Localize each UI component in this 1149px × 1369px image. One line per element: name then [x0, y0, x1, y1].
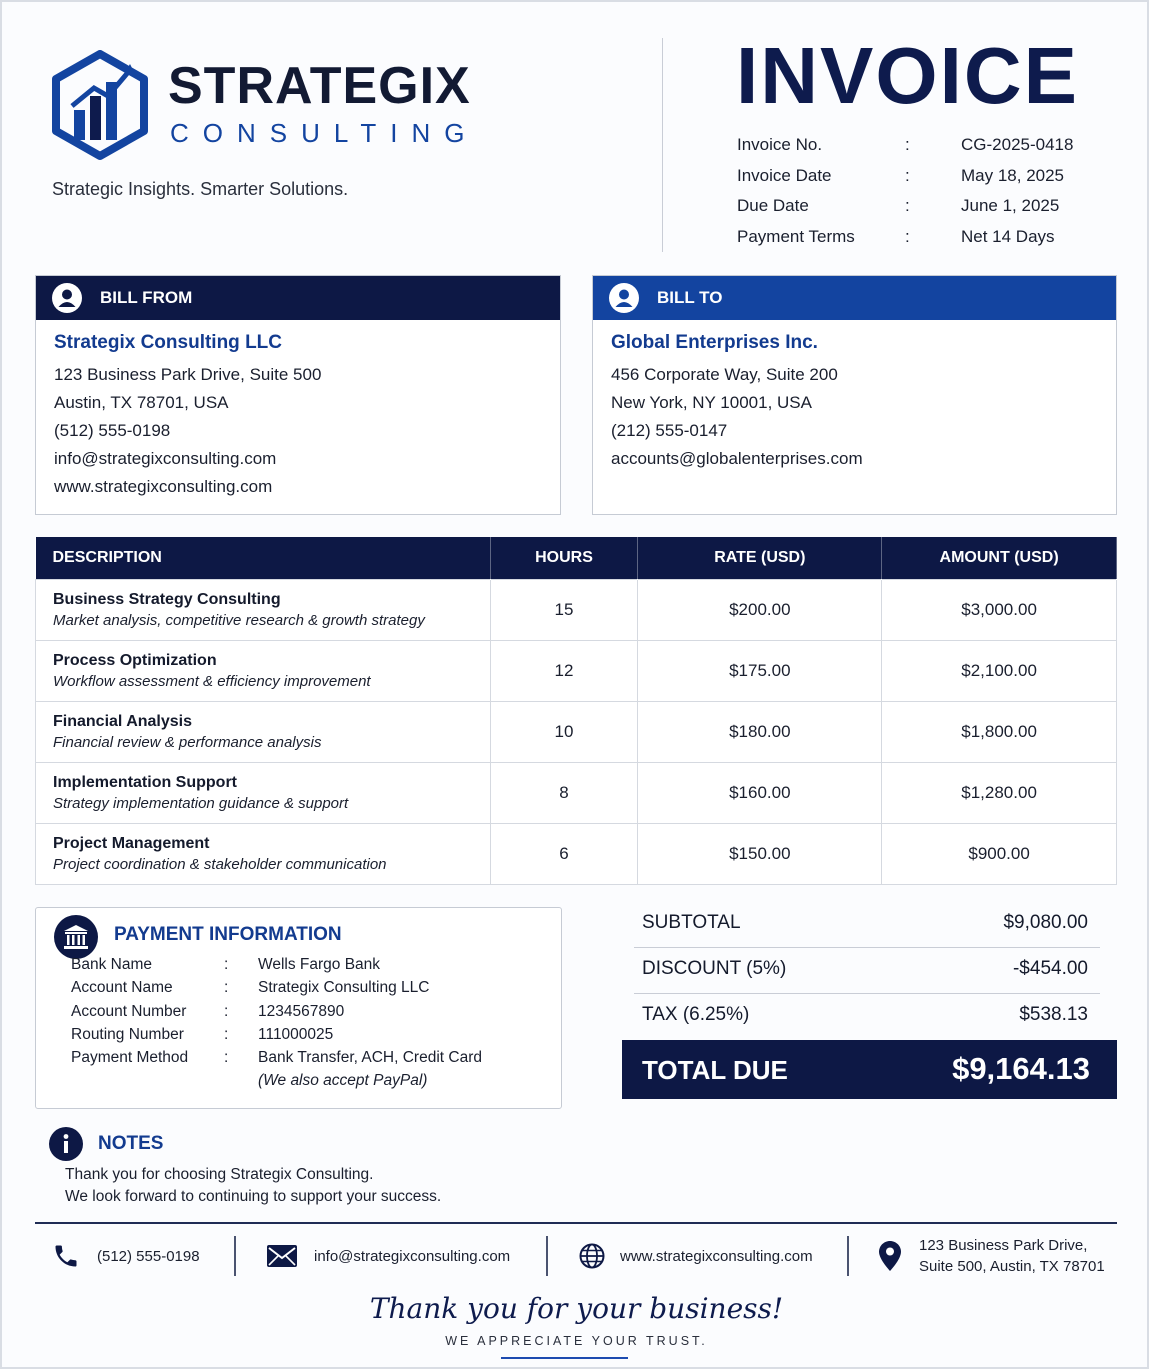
bill-to-line: accounts@globalenterprises.com: [611, 449, 863, 468]
meta-label: Payment Terms: [737, 226, 855, 246]
meta-row-invoice-no: [737, 135, 1117, 166]
column-header-rate: RATE (USD): [638, 537, 882, 579]
table-row: [36, 640, 1117, 701]
globe-icon: [579, 1243, 605, 1269]
payment-value: 111000025: [258, 1025, 334, 1043]
payment-colon: :: [224, 1002, 229, 1020]
bill-from-line: 123 Business Park Drive, Suite 500: [54, 365, 322, 384]
payment-colon: :: [224, 1025, 229, 1043]
column-header-amount: AMOUNT (USD): [882, 537, 1117, 579]
header-divider: [662, 38, 663, 252]
payment-note: (We also accept PayPal): [258, 1072, 428, 1090]
item-subtitle: Strategy implementation guidance & support: [53, 794, 349, 812]
item-description: [36, 762, 491, 823]
bill-from-header: [36, 276, 560, 320]
payment-value: Wells Fargo Bank: [258, 956, 381, 973]
item-description: [36, 823, 491, 884]
payment-colon: :: [224, 956, 229, 973]
footer-separator: [234, 1236, 236, 1276]
payment-row-note: [71, 1072, 551, 1095]
thank-you-message: Thank you for your business!: [369, 1292, 784, 1325]
bill-from-line: www.strategixconsulting.com: [54, 477, 273, 496]
tax-value: $538.13: [1019, 1004, 1088, 1025]
location-pin-icon: [879, 1241, 901, 1271]
meta-row-invoice-date: [737, 166, 1117, 197]
user-icon: [52, 283, 82, 313]
payment-info-list: [71, 956, 551, 1096]
item-title: Implementation Support: [53, 773, 237, 791]
payment-colon: :: [224, 1049, 229, 1067]
user-icon: [609, 283, 639, 313]
brand-tagline: Strategic Insights. Smarter Solutions.: [52, 179, 349, 199]
item-description: [36, 701, 491, 762]
subtotal-row: [634, 902, 1100, 948]
notes-title: NOTES: [98, 1133, 164, 1154]
bill-from-box: [35, 275, 561, 515]
payment-row-bank-name: [71, 956, 551, 979]
total-due-value: $9,164.13: [952, 1051, 1090, 1086]
notes-line: Thank you for choosing Strategix Consulting.: [65, 1166, 374, 1183]
payment-row-method: [71, 1049, 551, 1072]
item-amount: $3,000.00: [882, 579, 1117, 640]
meta-colon: :: [905, 196, 910, 215]
line-items-table: [35, 537, 1117, 885]
meta-value: May 18, 2025: [961, 165, 1065, 185]
brand-name: STRATEGIX: [168, 57, 471, 115]
bill-from-line: (512) 555-0198: [54, 421, 171, 440]
footer-separator: [847, 1236, 849, 1276]
item-title: Project Management: [53, 834, 210, 852]
meta-colon: :: [905, 165, 910, 185]
meta-row-due-date: [737, 196, 1117, 227]
total-due-label: TOTAL DUE: [642, 1055, 788, 1085]
meta-row-payment-terms: [737, 227, 1117, 258]
notes-line: We look forward to continuing to support your success.: [65, 1188, 442, 1205]
payment-colon: :: [224, 979, 229, 997]
payment-row-routing-number: [71, 1026, 551, 1049]
item-hours: 10: [490, 701, 638, 762]
item-title: Financial Analysis: [53, 712, 193, 730]
meta-label: Due Date: [737, 196, 809, 215]
table-header-row: [36, 537, 1117, 579]
phone-icon: [52, 1242, 80, 1270]
bill-from-company: Strategix Consulting LLC: [54, 332, 282, 353]
payment-label: Payment Method: [71, 1049, 189, 1067]
item-title: Process Optimization: [53, 651, 217, 669]
bill-to-line: (212) 555-0147: [611, 421, 728, 440]
bill-to-body: [593, 320, 1116, 473]
item-hours: 6: [490, 823, 638, 884]
meta-label: Invoice No.: [737, 135, 823, 154]
item-subtitle: Workflow assessment & efficiency improvement: [53, 672, 371, 690]
closing-underline: [501, 1357, 628, 1359]
bill-to-line: New York, NY 10001, USA: [611, 393, 812, 412]
payment-info-title: PAYMENT INFORMATION: [114, 924, 342, 945]
discount-row: [634, 948, 1100, 994]
footer-address-line: Suite 500, Austin, TX 78701: [919, 1258, 1105, 1275]
payment-value: Bank Transfer, ACH, Credit Card: [258, 1049, 482, 1067]
meta-label: Invoice Date: [737, 165, 832, 185]
bill-to-heading: BILL TO: [657, 288, 723, 307]
payment-info-box: [35, 907, 562, 1109]
item-rate: $150.00: [638, 823, 882, 884]
item-rate: $200.00: [638, 579, 882, 640]
footer-website: [579, 1234, 813, 1278]
strategix-logo-icon: [50, 50, 150, 162]
meta-colon: :: [905, 135, 910, 154]
footer-email: [267, 1234, 510, 1278]
footer-address-line: 123 Business Park Drive,: [919, 1237, 1088, 1254]
info-icon: [49, 1127, 83, 1161]
discount-value: -$454.00: [1012, 958, 1088, 979]
payment-row-account-number: [71, 1003, 551, 1026]
payment-label: Routing Number: [71, 1025, 184, 1043]
footer-phone-text: (512) 555-0198: [97, 1247, 200, 1265]
discount-label: DISCOUNT (5%): [642, 958, 787, 979]
item-subtitle: Project coordination & stakeholder communication: [53, 855, 387, 873]
payment-row-account-name: [71, 979, 551, 1002]
bill-from-line: Austin, TX 78701, USA: [54, 393, 229, 412]
bank-icon: [54, 915, 98, 959]
item-rate: $160.00: [638, 762, 882, 823]
item-title: Business Strategy Consulting: [53, 590, 281, 608]
footer-rule: [35, 1222, 1117, 1224]
payment-label: Account Name: [71, 979, 173, 997]
payment-value: 1234567890: [258, 1002, 345, 1020]
envelope-icon: [267, 1245, 297, 1267]
payment-value: Strategix Consulting LLC: [258, 979, 430, 997]
item-rate: $175.00: [638, 640, 882, 701]
bill-from-heading: BILL FROM: [100, 288, 193, 307]
footer-address: [879, 1234, 1105, 1278]
item-amount: $900.00: [882, 823, 1117, 884]
column-header-description: DESCRIPTION: [36, 537, 491, 579]
item-description: [36, 640, 491, 701]
payment-label: Account Number: [71, 1002, 187, 1020]
total-due-bar: [622, 1040, 1117, 1099]
footer-email-text[interactable]: info@strategixconsulting.com: [314, 1247, 511, 1265]
subtotal-value: $9,080.00: [1003, 912, 1088, 933]
footer-phone: [52, 1234, 200, 1278]
item-description: [36, 579, 491, 640]
table-row: [36, 823, 1117, 884]
item-amount: $1,280.00: [882, 762, 1117, 823]
bill-from-body: [36, 320, 560, 501]
invoice-meta: [737, 135, 1117, 257]
table-row: [36, 762, 1117, 823]
bill-to-company: Global Enterprises Inc.: [611, 332, 818, 353]
footer-separator: [546, 1236, 548, 1276]
appreciation-tagline: WE APPRECIATE YOUR TRUST.: [445, 1334, 708, 1348]
payment-label: Bank Name: [71, 956, 152, 973]
item-hours: 15: [490, 579, 638, 640]
footer-website-text[interactable]: www.strategixconsulting.com: [620, 1247, 813, 1265]
bill-to-header: [593, 276, 1116, 320]
invoice-title: INVOICE: [736, 31, 1079, 120]
table-row: [36, 579, 1117, 640]
tax-label: TAX (6.25%): [642, 1004, 750, 1025]
meta-colon: :: [905, 226, 910, 246]
column-header-hours: HOURS: [490, 537, 638, 579]
item-hours: 12: [490, 640, 638, 701]
table-row: [36, 701, 1117, 762]
meta-value: June 1, 2025: [961, 196, 1060, 215]
bill-to-line: 456 Corporate Way, Suite 200: [611, 365, 838, 384]
tax-row: [634, 994, 1100, 1040]
item-subtitle: Market analysis, competitive research & growth strategy: [53, 611, 425, 629]
item-subtitle: Financial review & performance analysis: [53, 733, 322, 751]
meta-value: CG-2025-0418: [961, 135, 1074, 154]
item-hours: 8: [490, 762, 638, 823]
meta-value: Net 14 Days: [961, 226, 1055, 246]
subtotal-label: SUBTOTAL: [642, 912, 741, 933]
brand-subtitle: CONSULTING: [170, 118, 479, 148]
item-amount: $1,800.00: [882, 701, 1117, 762]
bill-from-line: info@strategixconsulting.com: [54, 449, 277, 468]
item-amount: $2,100.00: [882, 640, 1117, 701]
bill-to-box: [592, 275, 1117, 515]
item-rate: $180.00: [638, 701, 882, 762]
